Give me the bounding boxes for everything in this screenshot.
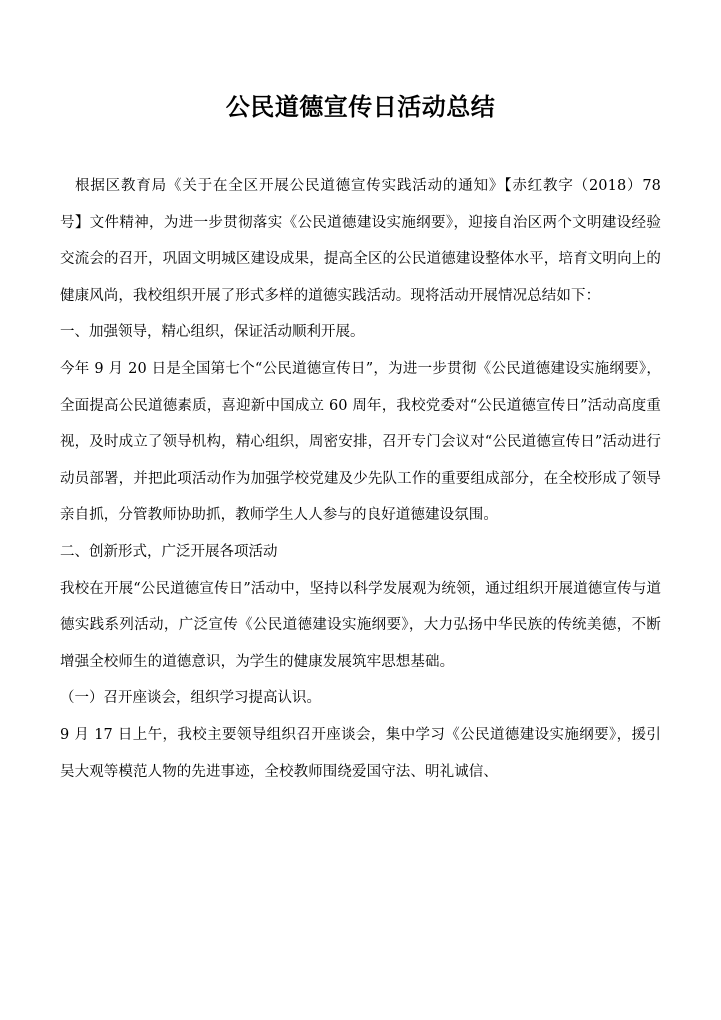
paragraph-subsection-one-body: 9 月 17 日上午，我校主要领导组织召开座谈会，集中学习《公民道德建设实施纲要》，援引吴大观等模范人物的先进事迹，全校教师围绕爱国守法、明礼诚信、 <box>60 726 661 780</box>
document-body <box>60 0 661 790</box>
title-spacer <box>60 122 661 168</box>
paragraph-section-one-body: 今年 9 月 20 日是全国第七个“公民道德宣传日”，为进一步贯彻《公民道德建设实施纲要》，全面提高公民道德素质，喜迎新中国成立 60 周年，我校党委对“公民道德宣传日”活动高度重视，及时成立了领导机构，精心组织，周密安排，召开专门会议对“公民道德宣传日”活动进行动员部署，并把此项活动作为加强学校党建及少先队工作的重要组成部分，在全校形成了领导亲自抓，分管教师协助抓，教师学生人人参与的良好道德建设氛围。 <box>60 360 661 524</box>
page-title: 公民道德宣传日活动总结 <box>225 93 496 121</box>
section-heading-one: 一、加强领导，精心组织，保证活动顺利开展。 <box>60 324 365 341</box>
paragraph-section-two-body: 我校在开展“公民道德宣传日”活动中，坚持以科学发展观为统领，通过组织开展道德宣传与道德实践系列活动，广泛宣传《公民道德建设实施纲要》，大力弘扬中华民族的传统美德，不断增强全校师生的道德意识，为学生的健康发展筑牢思想基础。 <box>60 580 661 670</box>
section-heading-two: 二、创新形式，广泛开展各项活动 <box>60 543 278 560</box>
subsection-heading-one: （一）召开座谈会，组织学习提高认识。 <box>60 690 321 707</box>
paragraph-intro: 根据区教育局《关于在全区开展公民道德宣传实践活动的通知》【赤红教字（2018）78 号】文件精神，为进一步贯彻落实《公民道德建设实施纲要》，迎接自治区两个文明建设经验交流会的召开，巩固文明城区建设成果，提高全区的公民道德建设整体水平，培育文明向上的健康风尚，我校组织开展了形式多样的道德实践活动。现将活动开展情况总结如下： <box>60 178 661 304</box>
